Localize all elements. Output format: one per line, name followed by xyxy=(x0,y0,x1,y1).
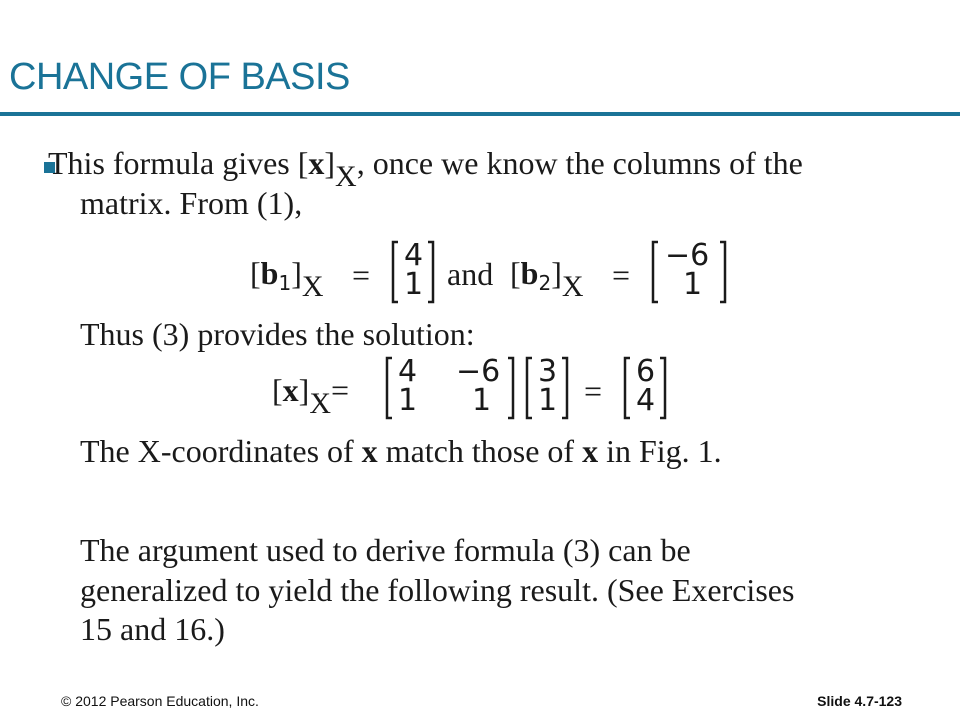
paragraph-1-line-1 xyxy=(48,145,803,193)
eq1-b2-entry: 1 xyxy=(683,267,703,302)
footer-copyright: © 2012 Pearson Education, Inc. xyxy=(61,693,259,709)
eq1-equals-1: = xyxy=(352,257,371,293)
footer-slide-number: Slide 4.7-123 xyxy=(817,693,902,709)
title-rule xyxy=(0,112,960,116)
eq2-vector-entry: 1 xyxy=(538,383,558,418)
eq1-lhs-b2: [b2]X xyxy=(510,255,584,303)
eq1-b1-entry: 4 xyxy=(404,238,424,273)
eq2-result-entry: 4 xyxy=(636,383,656,418)
eq1-b2-entry: −6 xyxy=(665,238,710,273)
eq1-lhs-b1: [b1]X xyxy=(250,255,324,303)
eq1-equals-2: = xyxy=(612,257,631,293)
eq2-vector xyxy=(524,356,570,420)
p1-text-after: , once we know the columns of the xyxy=(356,145,803,181)
eq2-matrix-entry: 4 xyxy=(398,354,418,389)
p1-text-before: This formula gives xyxy=(48,145,298,181)
eq1-b2-vector xyxy=(650,240,728,304)
eq2-equals: = xyxy=(584,373,603,409)
paragraph-3: The X-coordinates of x match those of x in Fig. 1. xyxy=(80,433,722,469)
eq1-b1-entry: 1 xyxy=(404,267,424,302)
eq2-matrix xyxy=(384,356,516,420)
eq2-matrix-entry: 1 xyxy=(398,383,418,418)
paragraph-4-line-3: 15 and 16.) xyxy=(80,611,225,647)
eq2-lhs-x: [x]X= xyxy=(272,372,350,420)
paragraph-4-line-1: The argument used to derive formula (3) can be xyxy=(80,532,691,568)
eq1-and-word: and xyxy=(447,256,494,292)
eq1-b1-vector xyxy=(390,240,436,304)
eq2-vector-entry: 3 xyxy=(538,354,558,389)
eq2-matrix-entry: −6 xyxy=(456,354,501,389)
paragraph-1-line-2: matrix. From (1), xyxy=(80,185,303,221)
p1-x-bracket: [x] xyxy=(297,145,336,181)
p1-subscript: X xyxy=(335,160,357,193)
paragraph-2: Thus (3) provides the solution: xyxy=(80,316,475,352)
paragraph-4-line-2: generalized to yield the following result. (See Exercises xyxy=(80,572,795,608)
eq2-matrix-entry: 1 xyxy=(472,383,492,418)
eq2-result xyxy=(622,356,668,420)
slide-title: CHANGE OF BASIS xyxy=(9,56,350,98)
eq2-result-entry: 6 xyxy=(636,354,656,389)
